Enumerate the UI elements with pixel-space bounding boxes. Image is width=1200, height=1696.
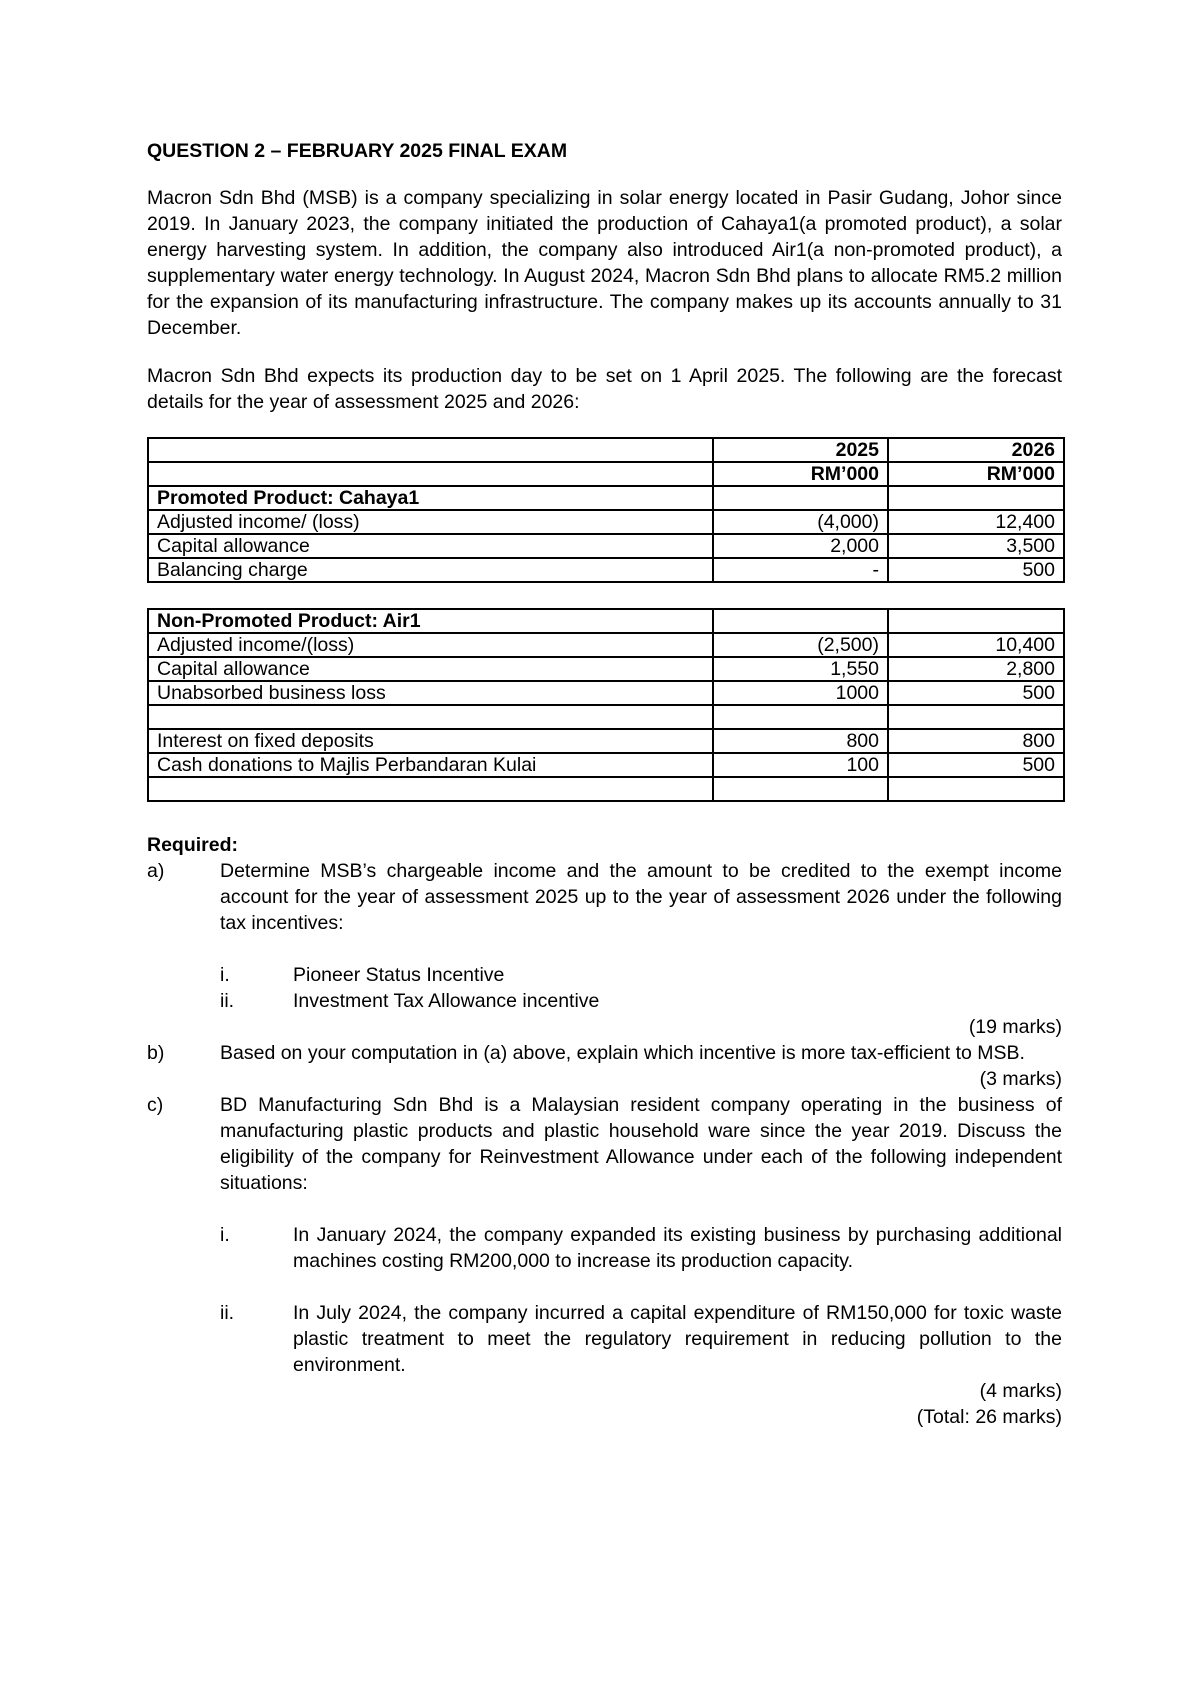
value-2026 — [888, 777, 1064, 801]
question-text: BD Manufacturing Sdn Bhd is a Malaysian resident company operating in the business of manufacturing plastic products and plastic household ware since the year 2019. Discuss the eligibility of the company for Reinvestment Allowance under each of the following independent situations: — [220, 1094, 1062, 1194]
section-title: Promoted Product: Cahaya1 — [148, 486, 713, 510]
value-2025: 1000 — [713, 681, 888, 705]
exam-page — [147, 140, 1062, 1430]
list-item — [220, 988, 1062, 1014]
value-2026: 800 — [888, 729, 1064, 753]
table-row — [148, 558, 1064, 582]
year-header-2026: 2026 — [888, 438, 1064, 462]
table-row — [148, 534, 1064, 558]
question-text: Determine MSB’s chargeable income and the amount to be credited to the exempt income account for the year of assessment 2025 up to the year of assessment 2026 under the following tax incentives: — [220, 860, 1062, 934]
row-label: Unabsorbed business loss — [148, 681, 713, 705]
list-item — [220, 962, 1062, 988]
table-header-row — [148, 438, 1064, 462]
table-row — [148, 681, 1064, 705]
row-label: Interest on fixed deposits — [148, 729, 713, 753]
table-row — [148, 753, 1064, 777]
item-label: ii. — [220, 1302, 235, 1324]
section-title: Non-Promoted Product: Air1 — [148, 609, 713, 633]
item-text: Pioneer Status Incentive — [293, 964, 505, 986]
value-2025 — [713, 777, 888, 801]
value-2025: - — [713, 558, 888, 582]
table-row — [148, 510, 1064, 534]
value-2026: 500 — [888, 558, 1064, 582]
total-marks: (Total: 26 marks) — [916, 1406, 1062, 1428]
value-2025: (2,500) — [713, 633, 888, 657]
page-title: QUESTION 2 – FEBRUARY 2025 FINAL EXAM — [147, 140, 568, 162]
item-text: In January 2024, the company expanded its existing business by purchasing additional machines costing RM200,000 to increase its production capacity. — [293, 1224, 1062, 1272]
question-text: Based on your computation in (a) above, explain which incentive is more tax-efficient to MSB. — [220, 1042, 1025, 1064]
question-c — [147, 1092, 1062, 1196]
item-text: Investment Tax Allowance incentive — [293, 990, 600, 1012]
row-label: Capital allowance — [148, 657, 713, 681]
item-label: i. — [220, 964, 230, 986]
marks-b: (3 marks) — [979, 1068, 1062, 1090]
value-2025: (4,000) — [713, 510, 888, 534]
value-2026: 500 — [888, 753, 1064, 777]
list-item — [220, 1300, 1062, 1378]
table-row — [148, 705, 1064, 729]
row-label: Cash donations to Majlis Perbandaran Kulai — [148, 753, 713, 777]
unit-header-2026: RM’000 — [888, 462, 1064, 486]
value-2026: 12,400 — [888, 510, 1064, 534]
section-title-row — [148, 486, 1064, 510]
value-2026: 10,400 — [888, 633, 1064, 657]
value-2025: 2,000 — [713, 534, 888, 558]
value-2025 — [713, 705, 888, 729]
item-label: ii. — [220, 990, 235, 1012]
marks-a: (19 marks) — [968, 1016, 1062, 1038]
intro-paragraph: Macron Sdn Bhd (MSB) is a company specializing in solar energy located in Pasir Gudang, Johor since 2019. In January 2023, the company initiated the production of Cahaya1(a promoted product), a solar energy harvesting system. In addition, the company also introduced Air1(a non-promoted product), a supplementary water energy technology. In August 2024, Macron Sdn Bhd plans to allocate RM5.2 million for the expansion of its manufacturing infrastructure. The company makes up its accounts annually to 31 December. — [147, 187, 1062, 339]
item-label: i. — [220, 1224, 230, 1246]
table-row — [148, 633, 1064, 657]
value-2026: 3,500 — [888, 534, 1064, 558]
value-2025: 1,550 — [713, 657, 888, 681]
year-header-2025: 2025 — [713, 438, 888, 462]
forecast-paragraph: Macron Sdn Bhd expects its production day to be set on 1 April 2025. The following are the forecast details for the year of assessment 2025 and 2026: — [147, 365, 1062, 413]
question-label: b) — [147, 1042, 165, 1064]
required-heading: Required: — [147, 834, 239, 856]
value-2026: 2,800 — [888, 657, 1064, 681]
row-label: Capital allowance — [148, 534, 713, 558]
value-2026: 500 — [888, 681, 1064, 705]
row-label — [148, 705, 713, 729]
table-row — [148, 777, 1064, 801]
promoted-product-table — [147, 437, 1065, 583]
table-unit-row — [148, 462, 1064, 486]
row-label: Adjusted income/ (loss) — [148, 510, 713, 534]
question-a — [147, 858, 1062, 936]
question-label: c) — [147, 1094, 164, 1116]
list-item — [220, 1222, 1062, 1274]
question-b — [147, 1040, 1062, 1066]
row-label: Adjusted income/(loss) — [148, 633, 713, 657]
item-text: In July 2024, the company incurred a capital expenditure of RM150,000 for toxic waste plastic treatment to meet the regulatory requirement in reducing pollution to the environment. — [293, 1302, 1062, 1376]
row-label — [148, 777, 713, 801]
marks-c: (4 marks) — [979, 1380, 1062, 1402]
question-label: a) — [147, 860, 165, 882]
section-title-row — [148, 609, 1064, 633]
table-row — [148, 657, 1064, 681]
value-2025: 800 — [713, 729, 888, 753]
non-promoted-product-table — [147, 608, 1065, 802]
row-label: Balancing charge — [148, 558, 713, 582]
value-2025: 100 — [713, 753, 888, 777]
unit-header-2025: RM’000 — [713, 462, 888, 486]
table-row — [148, 729, 1064, 753]
value-2026 — [888, 705, 1064, 729]
